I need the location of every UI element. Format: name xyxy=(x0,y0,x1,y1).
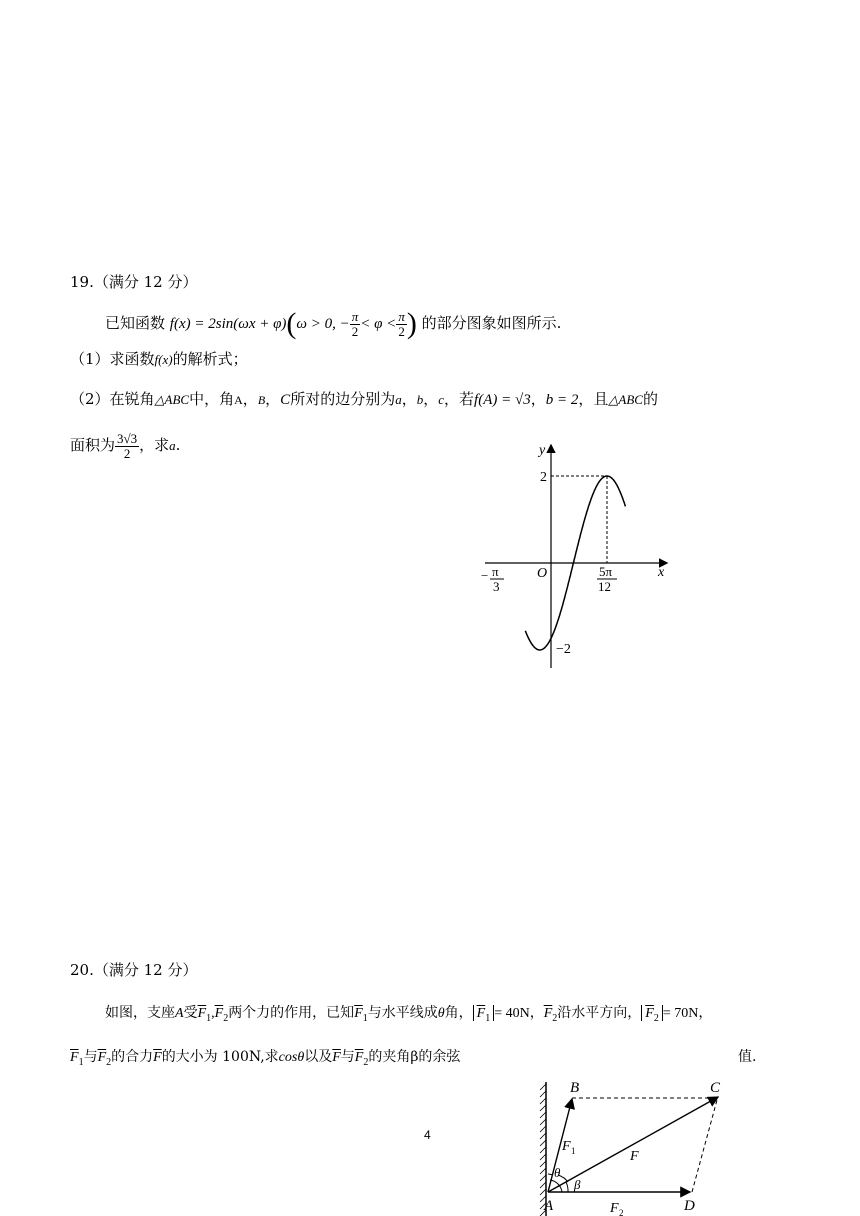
q20-line1 xyxy=(105,1003,712,1029)
beta-arc xyxy=(566,1182,568,1192)
q20-l2-e: 与 xyxy=(340,1049,355,1065)
q19-part2-cv: c xyxy=(438,392,445,407)
q19-paren-close: ) xyxy=(406,307,417,340)
label-F2-sub: 2 xyxy=(619,1208,624,1216)
label-beta: β xyxy=(574,1177,581,1192)
wall-hatching xyxy=(540,1084,546,1216)
x-right-num: 5π xyxy=(599,564,613,579)
q20-l1-absF2sub: 2 xyxy=(653,1012,659,1024)
q19-cond-frac1 xyxy=(350,310,361,339)
label-theta: θ xyxy=(554,1165,561,1180)
q20-l2-c: 的大小为 100N,求 xyxy=(161,1049,279,1065)
label-C: C xyxy=(710,1080,721,1096)
q20-l2-d: 以及 xyxy=(304,1049,333,1065)
q20-line2 xyxy=(70,1047,460,1073)
y-max-label: 2 xyxy=(540,470,547,485)
label-D: D xyxy=(684,1198,695,1214)
q20-l1-d: 与水平线成 xyxy=(367,1005,438,1021)
q19-sine-graph xyxy=(470,438,690,673)
q19-part2-b2: b = 2 xyxy=(545,392,579,408)
q19-paren-open: ( xyxy=(286,307,297,340)
q20-l1-absF2: $\overline{F}$ xyxy=(645,1006,654,1021)
q19-part2-c: ， xyxy=(242,390,258,408)
q20-l1-F2: $\overline{F}$ xyxy=(214,1006,224,1021)
q19-cond-frac1-den: 2 xyxy=(351,323,359,339)
q20-l2-f: 的夹角β的余弦 xyxy=(368,1049,461,1065)
q20-l2-a: 与 xyxy=(83,1049,98,1065)
q19-stem-tail: 的部分图象如图所示. xyxy=(421,314,562,332)
q20-l2-F4sub: 2 xyxy=(363,1056,369,1068)
q20-l1-F2csub: 2 xyxy=(552,1012,558,1024)
q19-cond-frac2 xyxy=(396,310,407,339)
page-number: 4 xyxy=(424,1128,431,1142)
x-left-den: 3 xyxy=(493,579,500,594)
q20-l1-absF1sub: 1 xyxy=(485,1012,491,1024)
q19-part2-line2-av: a xyxy=(169,438,176,453)
q20-l1-F1b: $\overline{F}$ xyxy=(354,1006,363,1021)
q19-part2-C: C xyxy=(280,392,291,408)
q19-part2-g: ， xyxy=(423,390,439,408)
q19-cond-frac1-num: π xyxy=(351,308,359,324)
q19-part2-e: 所对的边分别为 xyxy=(290,390,396,408)
label-F1-sub: 1 xyxy=(571,1146,576,1156)
q19-part2-A: A xyxy=(234,393,243,407)
q19-part2-tri: △ABC xyxy=(154,392,190,407)
x-right-den: 12 xyxy=(598,579,611,594)
q19-area-den: 2 xyxy=(123,445,131,461)
q20-l2-F4: $\overline{F}$ xyxy=(354,1050,364,1065)
q20-l1-F1sub: 1 xyxy=(206,1012,212,1024)
label-B: B xyxy=(570,1080,580,1096)
q19-part2-a: （2）在锐角 xyxy=(70,390,155,408)
q19-cond-frac2-num: π xyxy=(398,308,405,324)
q19-stem xyxy=(105,306,561,340)
x-axis-label: x xyxy=(658,565,665,580)
x-left-num: π xyxy=(492,564,499,579)
q20-l1-h: ， xyxy=(698,1005,713,1021)
q20-l1-F1: $\overline{F}$ xyxy=(197,1006,207,1021)
q20-l2-F2sub: 2 xyxy=(106,1056,112,1068)
origin-label: O xyxy=(537,566,548,581)
q20-l2-F1: $\overline{F}$ xyxy=(70,1050,79,1065)
q19-part2-j: ，且 xyxy=(578,390,609,408)
q20-l1-eq2: = 70N xyxy=(662,1006,699,1021)
q20-l2-F3: $\overline{F}$ xyxy=(332,1050,341,1065)
q20-l1-A: A xyxy=(175,1006,184,1021)
q20-l1-F2c: $\overline{F}$ xyxy=(543,1006,553,1021)
q19-part2-av: a xyxy=(395,392,402,407)
q20-l2-F2: $\overline{F}$ xyxy=(97,1050,107,1065)
q19-header: 19.（满分 12 分） xyxy=(70,273,198,291)
q19-part2-tri2: △ABC xyxy=(608,392,643,407)
q20-l1-F1bsub: 1 xyxy=(362,1012,368,1024)
q20-l2-b: 的合力 xyxy=(111,1049,154,1065)
q20-l1-comma: , xyxy=(211,1006,215,1021)
q20-l1-e: 角， xyxy=(444,1005,473,1021)
q19-part2-line2-a: 面积为 xyxy=(70,436,116,454)
q20-force-diagram xyxy=(520,1074,730,1216)
label-F: F xyxy=(630,1149,639,1164)
q20-l1-eq1: = 40N xyxy=(494,1006,530,1021)
q19-part1-pre: （1）求函数 xyxy=(70,350,155,368)
q20-l1-b: 受 xyxy=(183,1005,198,1021)
q20-l2-F1sub: 1 xyxy=(78,1056,84,1068)
q20-header: 20.（满分 12 分） xyxy=(70,961,198,979)
y-axis-label: y xyxy=(539,443,546,458)
q19-part2-line2-b: ，求 xyxy=(139,436,170,454)
x-left-sign: − xyxy=(481,568,489,583)
q19-part2-B: B xyxy=(257,393,266,407)
q19-part2-d: ， xyxy=(265,390,281,408)
q20-l1-F2sub: 2 xyxy=(223,1012,229,1024)
q20-l1-a: 如图，支座 xyxy=(105,1005,175,1021)
q19-area-num: 3√3 xyxy=(117,430,138,446)
q20-l1-c: 两个力的作用，已知 xyxy=(228,1005,355,1021)
q19-stem-lead: 已知函数 xyxy=(105,314,166,332)
q19-cond-mid: < φ < xyxy=(360,316,397,332)
q19-part2-i: ， xyxy=(530,390,546,408)
y-min-label: −2 xyxy=(556,642,571,657)
q19-cond-pre: ω > 0, − xyxy=(296,316,350,332)
q20-line2-end: 值. xyxy=(738,1049,757,1065)
q19-part2-bv: b xyxy=(416,392,424,407)
q19-part2-f: ， xyxy=(401,390,417,408)
q19-part2-h: ，若 xyxy=(444,390,475,408)
q19-cond-frac2-den: 2 xyxy=(398,323,405,339)
q19-part2-fa: f(A) = √3 xyxy=(474,392,531,408)
q19-part1 xyxy=(70,349,248,370)
q20-l2-F: $\overline{F}$ xyxy=(153,1050,162,1065)
label-F1: F xyxy=(562,1139,571,1154)
label-F2: F xyxy=(610,1201,619,1216)
q19-part1-func: f(x) xyxy=(154,352,173,367)
q19-part2-line2-c: . xyxy=(175,436,181,454)
q19-part2-line2 xyxy=(70,425,180,465)
side-DC xyxy=(692,1100,717,1192)
q19-area-frac xyxy=(115,432,139,461)
q19-part1-post: 的解析式； xyxy=(172,350,248,368)
label-A: A xyxy=(544,1198,554,1214)
q19-part2-b: 中，角 xyxy=(189,390,235,408)
q19-part2-k: 的 xyxy=(642,390,658,408)
q20-l1-absF1: $\overline{F}$ xyxy=(476,1006,486,1021)
q19-stem-func: f(x) = 2sin(ωx + φ) xyxy=(169,316,287,332)
q19-part2-line1 xyxy=(70,389,658,410)
q20-l1-theta: θ xyxy=(437,1006,445,1021)
q20-l2-cos: cosθ xyxy=(278,1050,305,1065)
q20-l1-g: 沿水平方向， xyxy=(557,1005,642,1021)
q20-l1-f: ， xyxy=(529,1005,544,1021)
